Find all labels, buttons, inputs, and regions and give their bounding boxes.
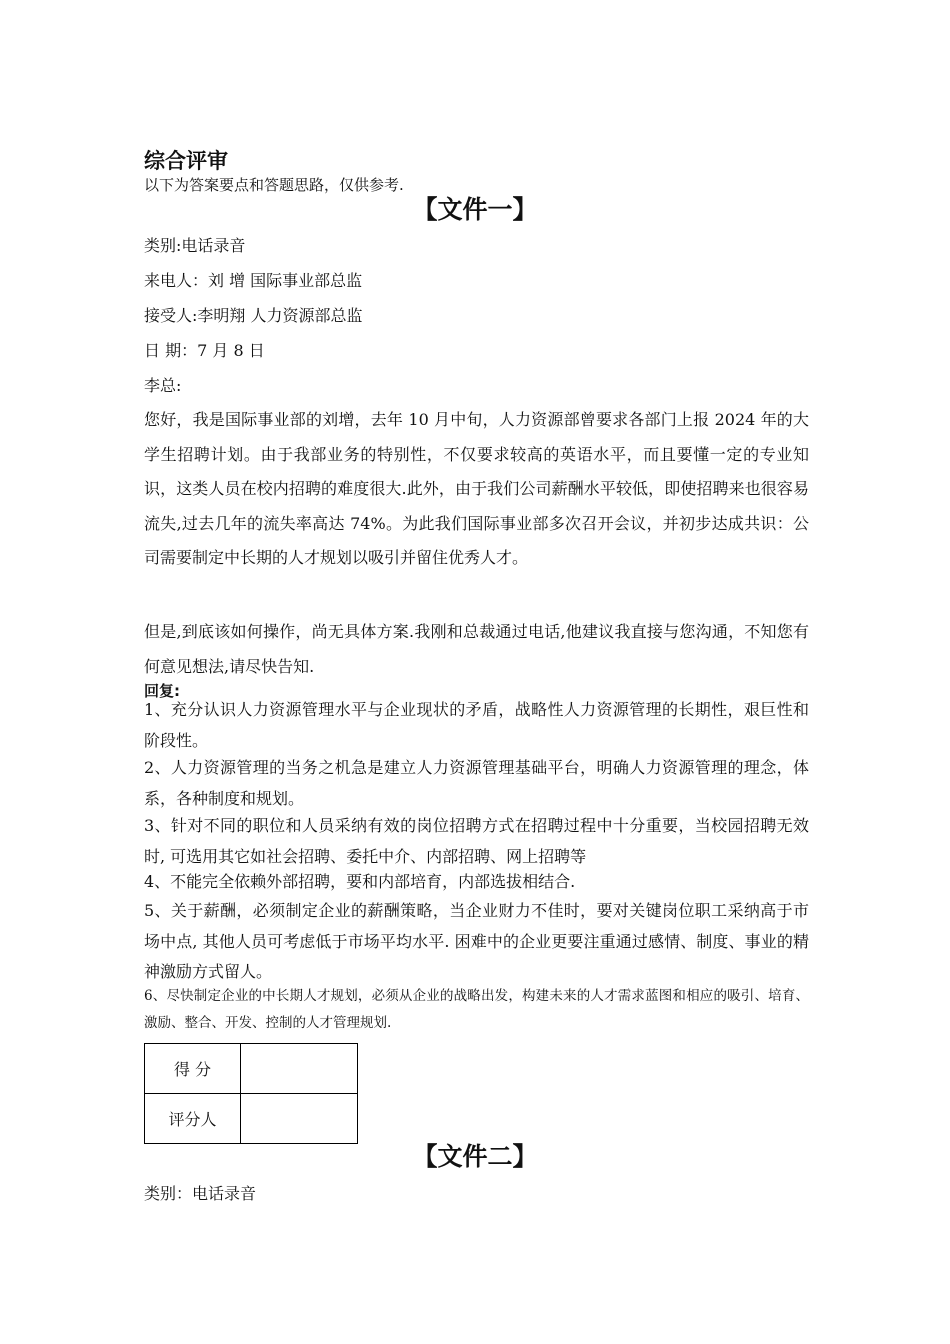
reply-item-4: 4、不能完全依赖外部招聘，要和内部培育，内部选拔相结合. bbox=[144, 872, 576, 891]
reply-label: 回复: bbox=[144, 682, 180, 700]
doc2-heading: 【文件二】 bbox=[412, 1142, 538, 1171]
score-row bbox=[145, 1044, 358, 1094]
grader-row bbox=[145, 1094, 358, 1144]
reply-item-6: 6、尽快制定企业的中长期人才规划，必须从企业的战略出发，构建未来的人才需求蓝图和相应的吸引、培育、激励、整合、开发、控制的人才管理规划. bbox=[144, 988, 809, 1031]
reply-item-1: 1、充分认识人力资源管理水平与企业现状的矛盾，战略性人力资源管理的长期性，艰巨性和阶段性。 bbox=[144, 700, 809, 750]
grader-value-cell[interactable] bbox=[241, 1094, 358, 1144]
intro-text: 以下为答案要点和答题思路，仅供参考. bbox=[144, 176, 404, 194]
doc1-paragraph-2: 但是,到底该如何操作，尚无具体方案.我刚和总裁通过电话,他建议我直接与您沟通，不知您有何意见想法,请尽快告知. bbox=[144, 622, 809, 676]
reply-item-3: 3、针对不同的职位和人员采纳有效的岗位招聘方式在招聘过程中十分重要，当校园招聘无效时, 可选用其它如社会招聘、委托中介、内部招聘、网上招聘等 bbox=[144, 816, 809, 866]
doc1-date: 日 期：7 月 8 日 bbox=[144, 341, 265, 360]
score-label: 得 分 bbox=[145, 1044, 241, 1094]
doc1-caller: 来电人：刘 增 国际事业部总监 bbox=[144, 271, 363, 290]
score-value-cell[interactable] bbox=[241, 1044, 358, 1094]
doc2-category: 类别：电话录音 bbox=[144, 1184, 257, 1203]
score-table bbox=[144, 1043, 358, 1144]
reply-item-2: 2、人力资源管理的当务之机急是建立人力资源管理基础平台，明确人力资源管理的理念，体系，各种制度和规划。 bbox=[144, 758, 809, 808]
reply-item-5: 5、关于薪酬，必须制定企业的薪酬策略，当企业财力不佳时，要对关键岗位职工采纳高于市场中点, 其他人员可考虑低于市场平均水平. 困难中的企业更要注重通过感情、制度、事业的精神激励方式留人。 bbox=[144, 901, 809, 981]
grader-label: 评分人 bbox=[145, 1094, 241, 1144]
doc1-heading: 【文件一】 bbox=[412, 195, 538, 224]
doc1-category: 类别:电话录音 bbox=[144, 236, 246, 255]
doc1-receiver: 接受人:李明翔 人力资源部总监 bbox=[144, 306, 363, 325]
doc1-salutation: 李总: bbox=[144, 376, 182, 395]
doc1-paragraph-1: 您好，我是国际事业部的刘增，去年 10 月中旬，人力资源部曾要求各部门上报 2024 年的大学生招聘计划。由于我部业务的特别性，不仅要求较高的英语水平，而且要懂一定的专业知识，这类人员在校内招聘的难度很大.此外，由于我们公司薪酬水平较低，即使招聘来也很容易流失,过去几年的流失率高达 74%。为此我们国际事业部多次召开会议，并初步达成共识：公司需要制定中长期的人才规划以吸引并留住优秀人才。 bbox=[144, 410, 809, 567]
page-title: 综合评审 bbox=[144, 149, 228, 173]
